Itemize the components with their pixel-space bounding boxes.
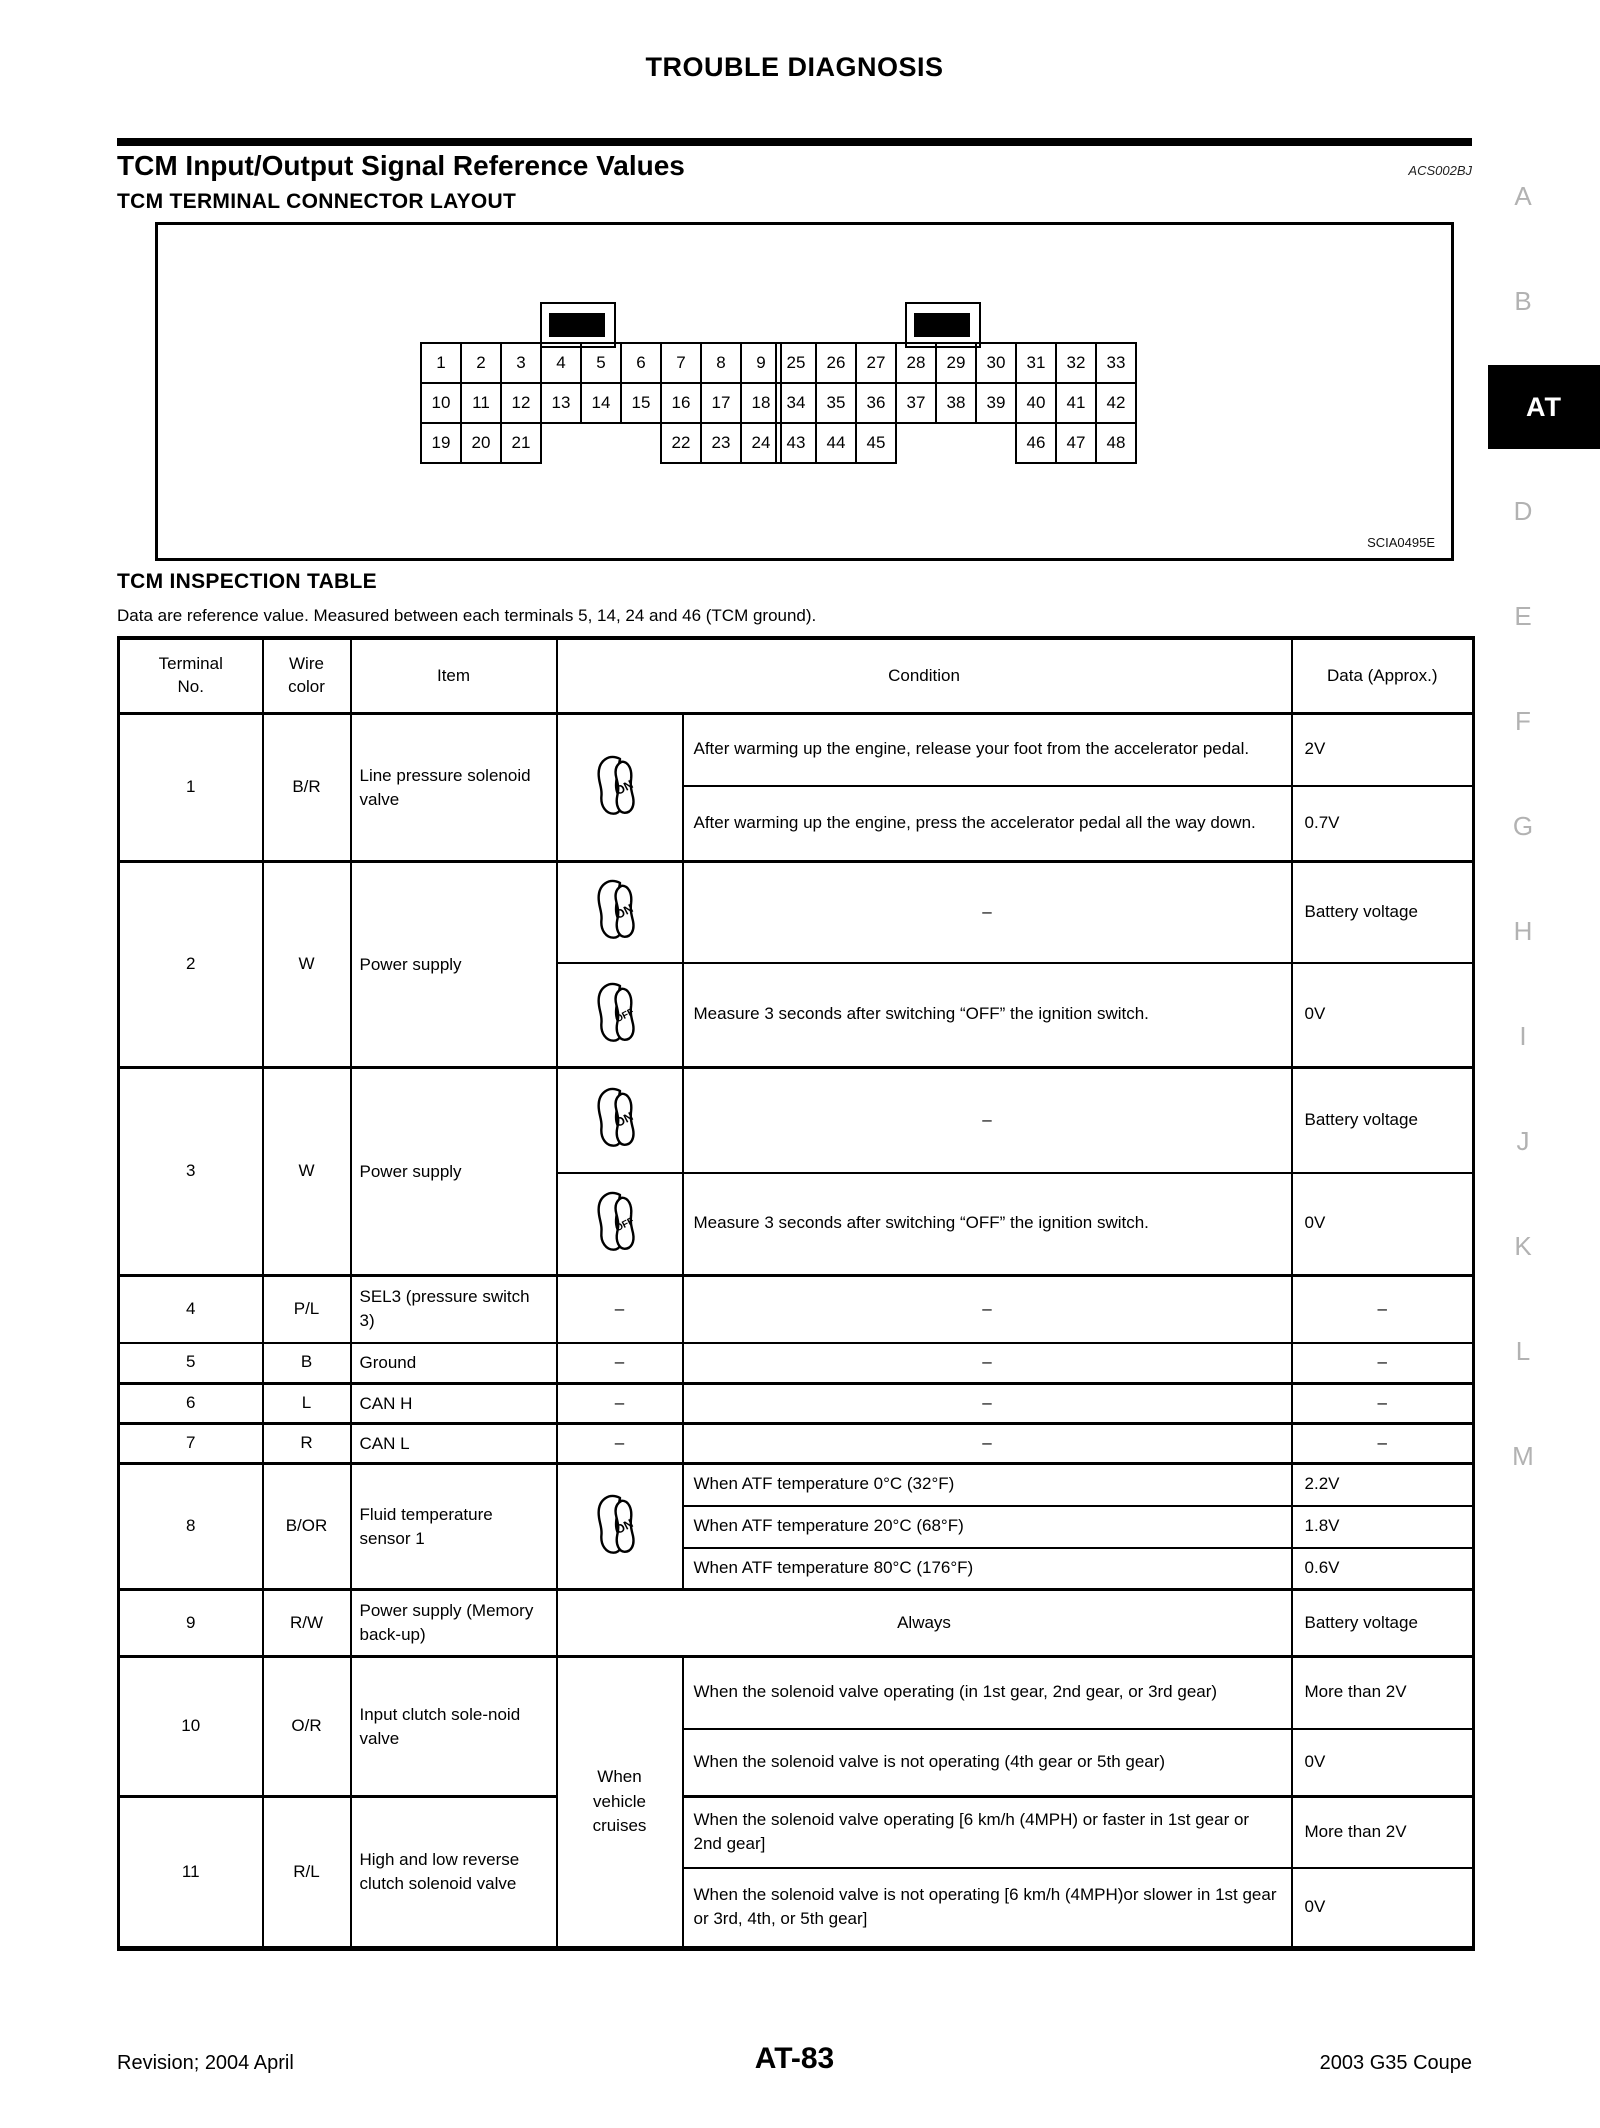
ignition-key-on-icon	[594, 875, 646, 941]
item: CAN L	[351, 1424, 557, 1464]
condition: When the solenoid valve is not operating (4th gear or 5th gear)	[683, 1729, 1292, 1797]
connector-pin-22: 22	[661, 423, 701, 463]
connector-gap	[621, 423, 661, 463]
data-value: 0V	[1292, 1173, 1474, 1276]
connector-pin-42: 42	[1096, 383, 1136, 423]
connector-pin-5: 5	[581, 343, 621, 383]
wire-color: W	[263, 1068, 351, 1276]
inspection-table	[117, 636, 1475, 1951]
connector-pin-15: 15	[621, 383, 661, 423]
footer-model: 2003 G35 Coupe	[1319, 2052, 1472, 2074]
margin-index-letter: K	[1514, 1231, 1532, 1261]
connector-pin-17: 17	[701, 383, 741, 423]
condition: –	[683, 1343, 1292, 1384]
svg-text:OFF: OFF	[613, 1006, 636, 1026]
connector-gap	[896, 423, 936, 463]
connector-pin-34: 34	[776, 383, 816, 423]
terminal-no: 6	[119, 1384, 263, 1424]
column-header: Data (Approx.)	[1292, 638, 1474, 714]
connector-pin-26: 26	[816, 343, 856, 383]
table-row	[119, 1424, 1474, 1464]
connector-pin-6: 6	[621, 343, 661, 383]
footer-page-number: AT-83	[754, 2042, 835, 2075]
condition: When the solenoid valve operating [6 km/h (4MPH) or faster in 1st gear or 2nd gear]	[683, 1797, 1292, 1868]
wire-color: B	[263, 1343, 351, 1384]
data-value: 0.7V	[1292, 786, 1474, 862]
connector-pin-20: 20	[461, 423, 501, 463]
connector-pin-43: 43	[776, 423, 816, 463]
connector-pin-46: 46	[1016, 423, 1056, 463]
table-row	[119, 1657, 1474, 1729]
svg-text:ON: ON	[612, 1515, 635, 1537]
active-section-tab: AT	[1488, 365, 1600, 449]
wire-color: R	[263, 1424, 351, 1464]
data-value: 1.8V	[1292, 1506, 1474, 1548]
connector-pin-27: 27	[856, 343, 896, 383]
connector-pin-33: 33	[1096, 343, 1136, 383]
connector-pin-24: 24	[741, 423, 781, 463]
ignition-state-cell	[557, 714, 683, 862]
condition: Measure 3 seconds after switching “OFF” the ignition switch.	[683, 1173, 1292, 1276]
item: Power supply (Memory back-up)	[351, 1590, 557, 1657]
condition: When ATF temperature 0°C (32°F)	[683, 1464, 1292, 1506]
terminal-no: 8	[119, 1464, 263, 1590]
footer-revision: Revision; 2004 April	[117, 2052, 294, 2074]
data-value: More than 2V	[1292, 1797, 1474, 1868]
terminal-no: 11	[119, 1797, 263, 1949]
wire-color: W	[263, 862, 351, 1068]
connector-pin-47: 47	[1056, 423, 1096, 463]
inspection-table-title: TCM INSPECTION TABLE	[117, 570, 377, 593]
connector-pin-38: 38	[936, 383, 976, 423]
table-row	[119, 862, 1474, 963]
data-value: 0V	[1292, 1729, 1474, 1797]
table-row	[119, 1068, 1474, 1173]
connector-pin-block-1	[420, 342, 782, 464]
connector-keying-tab-fill	[549, 313, 605, 337]
connector-pin-48: 48	[1096, 423, 1136, 463]
wire-color: B/OR	[263, 1464, 351, 1590]
connector-pin-45: 45	[856, 423, 896, 463]
item: Input clutch sole-noid valve	[351, 1657, 557, 1797]
connector-pin-19: 19	[421, 423, 461, 463]
condition: Measure 3 seconds after switching “OFF” the ignition switch.	[683, 963, 1292, 1068]
data-value: –	[1292, 1424, 1474, 1464]
item: CAN H	[351, 1384, 557, 1424]
figure-code: SCIA0495E	[1367, 535, 1435, 550]
terminal-no: 7	[119, 1424, 263, 1464]
data-value: –	[1292, 1276, 1474, 1343]
connector-pin-30: 30	[976, 343, 1016, 383]
table-row	[119, 1276, 1474, 1343]
connector-pin-44: 44	[816, 423, 856, 463]
data-value: –	[1292, 1343, 1474, 1384]
connector-keying-tab-fill	[914, 313, 970, 337]
condition: –	[683, 1276, 1292, 1343]
terminal-no: 10	[119, 1657, 263, 1797]
header-row	[119, 638, 1474, 714]
ignition-state-cell	[557, 1464, 683, 1590]
connector-gap	[581, 423, 621, 463]
condition: After warming up the engine, press the accelerator pedal all the way down.	[683, 786, 1292, 862]
ignition-key-on-icon	[594, 1083, 646, 1149]
connector-pin-7: 7	[661, 343, 701, 383]
svg-text:OFF: OFF	[613, 1215, 636, 1235]
ignition-key-off-icon	[594, 978, 646, 1044]
svg-text:ON: ON	[612, 776, 635, 798]
connector-pin-9: 9	[741, 343, 781, 383]
condition: When ATF temperature 80°C (176°F)	[683, 1548, 1292, 1590]
terminal-no: 1	[119, 714, 263, 862]
data-value: 2V	[1292, 714, 1474, 786]
ignition-key-on-icon	[594, 751, 646, 817]
condition: –	[683, 1424, 1292, 1464]
wire-color: L	[263, 1384, 351, 1424]
connector-pin-3: 3	[501, 343, 541, 383]
condition: –	[683, 862, 1292, 963]
wire-color: O/R	[263, 1657, 351, 1797]
table-row	[119, 1590, 1474, 1657]
item: SEL3 (pressure switch 3)	[351, 1276, 557, 1343]
wire-color: R/W	[263, 1590, 351, 1657]
connector-pin-12: 12	[501, 383, 541, 423]
connector-pin-16: 16	[661, 383, 701, 423]
connector-pin-31: 31	[1016, 343, 1056, 383]
connector-pin-29: 29	[936, 343, 976, 383]
connector-pin-41: 41	[1056, 383, 1096, 423]
condition: After warming up the engine, release your foot from the accelerator pedal.	[683, 714, 1292, 786]
margin-index-letter: J	[1516, 1126, 1530, 1156]
data-value: Battery voltage	[1292, 862, 1474, 963]
svg-text:ON: ON	[612, 901, 635, 923]
ignition-state-cell	[557, 1068, 683, 1173]
margin-index-letter: L	[1515, 1336, 1531, 1366]
table-row	[119, 1797, 1474, 1868]
icon-dash: –	[557, 1424, 683, 1464]
ignition-state-cell	[557, 963, 683, 1068]
ignition-state-cell	[557, 862, 683, 963]
icon-dash: –	[557, 1343, 683, 1384]
icon-dash: –	[557, 1276, 683, 1343]
svg-text:ON: ON	[612, 1109, 635, 1131]
condition: When the solenoid valve operating (in 1st gear, 2nd gear, or 3rd gear)	[683, 1657, 1292, 1729]
margin-index-letter: G	[1512, 811, 1534, 841]
data-value: 0V	[1292, 963, 1474, 1068]
connector-figure	[155, 222, 1454, 561]
margin-index-letter: B	[1514, 286, 1532, 316]
table-row	[119, 1384, 1474, 1424]
connector-gap	[976, 423, 1016, 463]
margin-index-letter: H	[1513, 916, 1533, 946]
ignition-key-on-icon	[594, 1490, 646, 1556]
table-row	[119, 1464, 1474, 1506]
margin-index-letter: F	[1515, 706, 1531, 736]
connector-pin-11: 11	[461, 383, 501, 423]
margin-index-letter: I	[1519, 1021, 1527, 1051]
condition: When ATF temperature 20°C (68°F)	[683, 1506, 1292, 1548]
page-title: TROUBLE DIAGNOSIS	[645, 52, 944, 82]
connector-pin-18: 18	[741, 383, 781, 423]
wire-color: R/L	[263, 1797, 351, 1949]
condition: When the solenoid valve is not operating [6 km/h (4MPH)or slower in 1st gear or 3rd, 4th, or 5th gear]	[683, 1868, 1292, 1949]
terminal-no: 5	[119, 1343, 263, 1384]
data-value: More than 2V	[1292, 1657, 1474, 1729]
data-value: Battery voltage	[1292, 1590, 1474, 1657]
table-row	[119, 1343, 1474, 1384]
margin-index-letter: M	[1512, 1441, 1534, 1471]
connector-pin-28: 28	[896, 343, 936, 383]
margin-index-letter: D	[1513, 496, 1533, 526]
shared-condition-cell: When vehicle cruises	[557, 1657, 683, 1949]
section-code: ACS002BJ	[1408, 163, 1472, 178]
item: Power supply	[351, 862, 557, 1068]
data-value: 0V	[1292, 1868, 1474, 1949]
icon-dash: –	[557, 1384, 683, 1424]
data-value: –	[1292, 1384, 1474, 1424]
terminal-no: 4	[119, 1276, 263, 1343]
column-header: Item	[351, 638, 557, 714]
column-header: Wire color	[263, 638, 351, 714]
condition: –	[683, 1068, 1292, 1173]
subsection-title: TCM TERMINAL CONNECTOR LAYOUT	[117, 190, 517, 213]
connector-pin-25: 25	[776, 343, 816, 383]
terminal-no: 3	[119, 1068, 263, 1276]
connector-pin-23: 23	[701, 423, 741, 463]
connector-gap	[541, 423, 581, 463]
connector-pin-4: 4	[541, 343, 581, 383]
ignition-state-cell	[557, 1173, 683, 1276]
connector-pin-37: 37	[896, 383, 936, 423]
item: Line pressure solenoid valve	[351, 714, 557, 862]
connector-pin-8: 8	[701, 343, 741, 383]
connector-pin-10: 10	[421, 383, 461, 423]
column-header: Condition	[557, 638, 1292, 714]
table-row	[119, 714, 1474, 786]
data-value: Battery voltage	[1292, 1068, 1474, 1173]
item: High and low reverse clutch solenoid valve	[351, 1797, 557, 1949]
data-value: 2.2V	[1292, 1464, 1474, 1506]
inspection-table-note: Data are reference value. Measured between each terminals 5, 14, 24 and 46 (TCM ground).	[117, 606, 817, 625]
connector-pin-40: 40	[1016, 383, 1056, 423]
terminal-no: 9	[119, 1590, 263, 1657]
connector-pin-32: 32	[1056, 343, 1096, 383]
connector-pin-21: 21	[501, 423, 541, 463]
connector-pin-35: 35	[816, 383, 856, 423]
margin-index-letter: A	[1514, 181, 1532, 211]
connector-pin-13: 13	[541, 383, 581, 423]
condition: Always	[557, 1590, 1292, 1657]
connector-pin-2: 2	[461, 343, 501, 383]
ignition-key-off-icon	[594, 1187, 646, 1253]
wire-color: P/L	[263, 1276, 351, 1343]
item: Ground	[351, 1343, 557, 1384]
connector-pin-36: 36	[856, 383, 896, 423]
wire-color: B/R	[263, 714, 351, 862]
item: Power supply	[351, 1068, 557, 1276]
connector-pin-14: 14	[581, 383, 621, 423]
connector-pin-39: 39	[976, 383, 1016, 423]
column-header: Terminal No.	[119, 638, 263, 714]
connector-pin-block-2	[775, 342, 1137, 464]
connector-pin-1: 1	[421, 343, 461, 383]
margin-index-letter: E	[1514, 601, 1532, 631]
item: Fluid temperature sensor 1	[351, 1464, 557, 1590]
section-title: TCM Input/Output Signal Reference Values	[117, 150, 685, 181]
condition: –	[683, 1384, 1292, 1424]
terminal-no: 2	[119, 862, 263, 1068]
data-value: 0.6V	[1292, 1548, 1474, 1590]
connector-gap	[936, 423, 976, 463]
section-divider-rule	[117, 138, 1472, 146]
